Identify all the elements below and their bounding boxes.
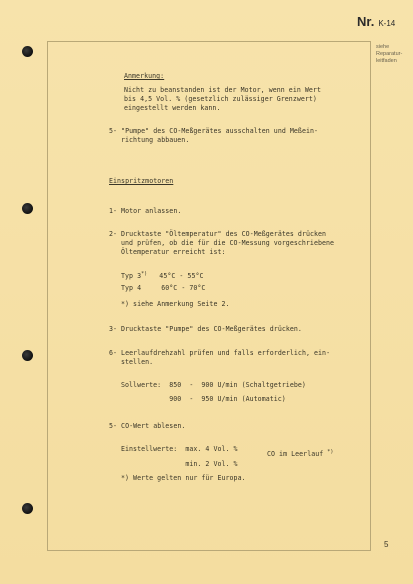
step-6-line-1: 6- Leerlaufdrehzahl prüfen und falls erforderlich, ein- <box>109 349 331 357</box>
step-5-line-1: 5- "Pumpe" des CO-Meßgerätes ausschalten und Meßein- <box>109 127 319 135</box>
setpoint-row-2: 900 - 950 U/min (Automatic) <box>121 395 286 403</box>
type-3-row: Typ 3*) 45°C - 55°C <box>121 270 204 280</box>
step-3: 3- Drucktaste "Pumpe" des CO-Meßgerätes drücken. <box>109 325 302 333</box>
remark-line-3: eingestellt werden kann. <box>124 104 221 112</box>
section-heading: Einspritzmotoren <box>109 177 174 185</box>
document-number: Nr. K-14 <box>357 14 396 29</box>
remark-heading: Anmerkung: <box>124 72 165 80</box>
remark-line-1: Nicht zu beanstanden ist der Motor, wenn ein Wert <box>124 86 321 94</box>
page-number: 5 <box>384 540 389 549</box>
step-6-line-2: stellen. <box>121 358 154 366</box>
remark-line-2: bis 4,5 Vol. % (gesetzlich zulässiger Grenzwert) <box>124 95 317 103</box>
adjust-note: CO im Leerlauf *) <box>267 448 334 458</box>
step-2-line-1: 2- Drucktaste "Öltemperatur" des CO-Meßgerätes drücken <box>109 230 327 238</box>
step-2-line-2: und prüfen, ob die für die CO-Messung vorgeschriebene <box>121 239 335 247</box>
adjust-row-2: min. 2 Vol. % <box>121 460 238 468</box>
footnote-1: *) siehe Anmerkung Seite 2. <box>121 300 230 308</box>
binder-hole-upper-middle <box>22 203 33 214</box>
footnote-2: *) Werte gelten nur für Europa. <box>121 474 246 482</box>
step-2-line-3: Öltemperatur erreicht ist: <box>121 248 226 256</box>
side-reference-note: siehe Reparatur- leitfaden <box>376 44 403 64</box>
binder-hole-bottom <box>22 503 33 514</box>
binder-hole-top <box>22 46 33 57</box>
binder-hole-lower-middle <box>22 350 33 361</box>
adjust-row-1: Einstellwerte: max. 4 Vol. % <box>121 445 238 453</box>
type-4-row: Typ 4 60°C - 70°C <box>121 284 206 292</box>
step-5-line-2: richtung abbauen. <box>121 136 190 144</box>
setpoint-row-1: Sollwerte: 850 - 900 U/min (Schaltgetriebe) <box>121 381 306 389</box>
step-5b: 5- CO-Wert ablesen. <box>109 422 186 430</box>
step-1: 1- Motor anlassen. <box>109 207 182 215</box>
